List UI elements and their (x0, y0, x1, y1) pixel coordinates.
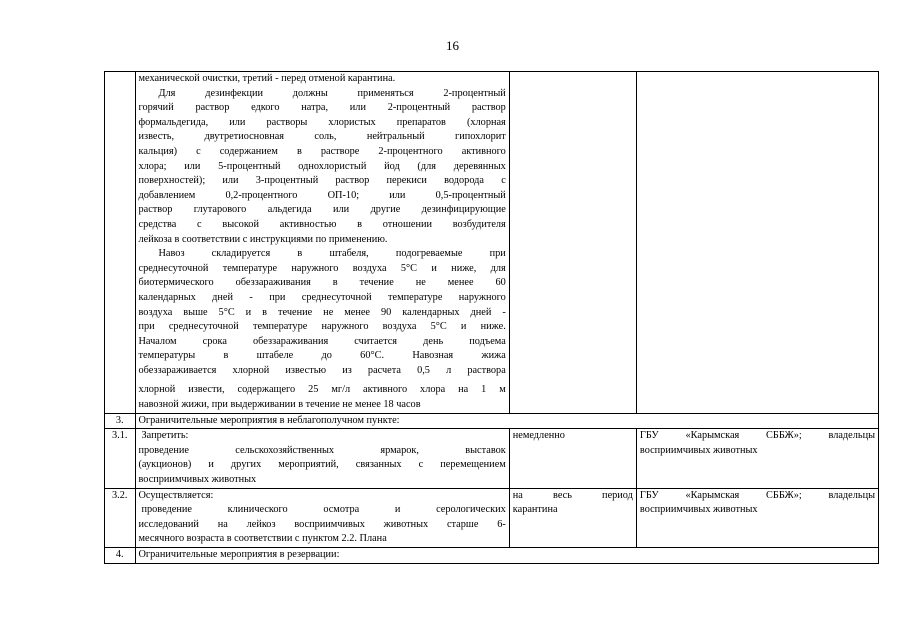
measure-row (105, 429, 879, 488)
text-line: проведение сельскохозяйственных ярмарок, выставок (138, 444, 506, 456)
text-line: Навоз складируется в штабеля, подогреваемые при (158, 248, 506, 260)
text-line: лейкоза в соответствии с инструкциями по применению. (138, 233, 388, 245)
text-line: Для дезинфекции должны применяться 2-процентный (158, 87, 506, 99)
section-heading: Ограничительные мероприятия в неблагополучном пункте: (135, 413, 879, 429)
text-line: Началом срока обеззараживания считается день подъема (138, 335, 506, 347)
text-line: формальдегида, или растворы хлористых препаратов (хлорная (138, 116, 506, 128)
text-line: добавлением 0,2-процентного ОП-10; или 0,5-процентный (138, 189, 506, 201)
text-line: температуры в штабеле до 60°С. Навозная жижа (138, 350, 506, 362)
text-line: горячий раствор едкого натра, или 2-процентный раствор (138, 102, 506, 114)
text-line: карантина (512, 504, 558, 516)
responsible-cell (636, 429, 878, 488)
action-cell (135, 488, 509, 547)
text-line: месячного возраста в соответствии с пунктом 2.2. Плана (138, 533, 387, 545)
continuation-row (105, 72, 879, 414)
text-line: кальция) с содержанием в растворе 2-процентного активного (138, 145, 506, 157)
text-line: ГБУ «Карымская СББЖ»; владельцы (639, 489, 875, 501)
text-line: хлора; или 5-процентный однохлористый йод (для деревянных (138, 160, 506, 172)
text-line: (аукционов) и других мероприятий, связанных с перемещением (138, 459, 506, 471)
action-cell (135, 72, 509, 414)
responsible-cell (636, 72, 878, 414)
row-number: 3.2. (105, 488, 136, 547)
measures-table (104, 71, 879, 564)
row-number-cell (105, 72, 136, 414)
text-line: исследований на лейкоз восприимчивых животных старше 6- (138, 518, 506, 530)
text-line: раствор глутарового альдегида или другие дезинфицирующие (138, 204, 506, 216)
disinfection-paragraph (139, 87, 506, 248)
text-line: восприимчивых животных (138, 474, 257, 486)
section-heading: Ограничительные мероприятия в резервации: (135, 548, 879, 564)
section-row (105, 413, 879, 429)
manure-paragraph (139, 247, 506, 413)
action-cell (135, 429, 509, 488)
text-line: средства с высокой активностью в отношении возбудителя (138, 218, 506, 230)
text-line: восприимчивых животных (639, 444, 758, 456)
text-line: воздуха выше 5°С и в течение не менее 90 календарных дней - (138, 306, 506, 318)
text-line: хлорной извести, содержащего 25 мг/л активного хлора на 1 м (138, 384, 506, 396)
text-line: механической очистки, третий - перед отменой карантина. (138, 73, 396, 84)
action-title: Запретить: (141, 430, 189, 442)
responsible-cell (636, 488, 878, 547)
text-line: навозной жижи, при выдерживании в течение не менее 18 часов (138, 399, 421, 411)
text-line: среднесуточной температуре наружного воздуха 5°С и ниже, для (138, 262, 506, 274)
text-line: восприимчивых животных (639, 504, 758, 516)
term-cell (509, 488, 636, 547)
term-cell: немедленно (509, 429, 636, 488)
row-number: 3.1. (105, 429, 136, 488)
text-line: при среднесуточной температуре наружного воздуха 5°С и ниже. (138, 321, 506, 333)
row-number: 3. (105, 413, 136, 429)
term-cell (509, 72, 636, 414)
text-line: проведение клинического осмотра и серологических (141, 504, 506, 516)
text-line: ГБУ «Карымская СББЖ»; владельцы (639, 430, 875, 442)
text-line: биотермического обеззараживания в течение не менее 60 (138, 277, 506, 289)
measure-row (105, 488, 879, 547)
page-number: 16 (446, 38, 459, 53)
section-row (105, 548, 879, 564)
text-line: известь, двутретиосновная соль, нейтральный гипохлорит (138, 131, 506, 143)
text-line: календарных дней - при среднесуточной температуре наружного (138, 291, 506, 303)
text-line: поверхностей); или 3-процентный раствор перекиси водорода с (138, 175, 506, 187)
text-line: на весь период (512, 489, 633, 501)
row-number: 4. (105, 548, 136, 564)
text-line: обеззараживается хлорной известью из расчета 0,5 л раствора (138, 364, 506, 376)
action-title: Осуществляется: (138, 489, 214, 501)
